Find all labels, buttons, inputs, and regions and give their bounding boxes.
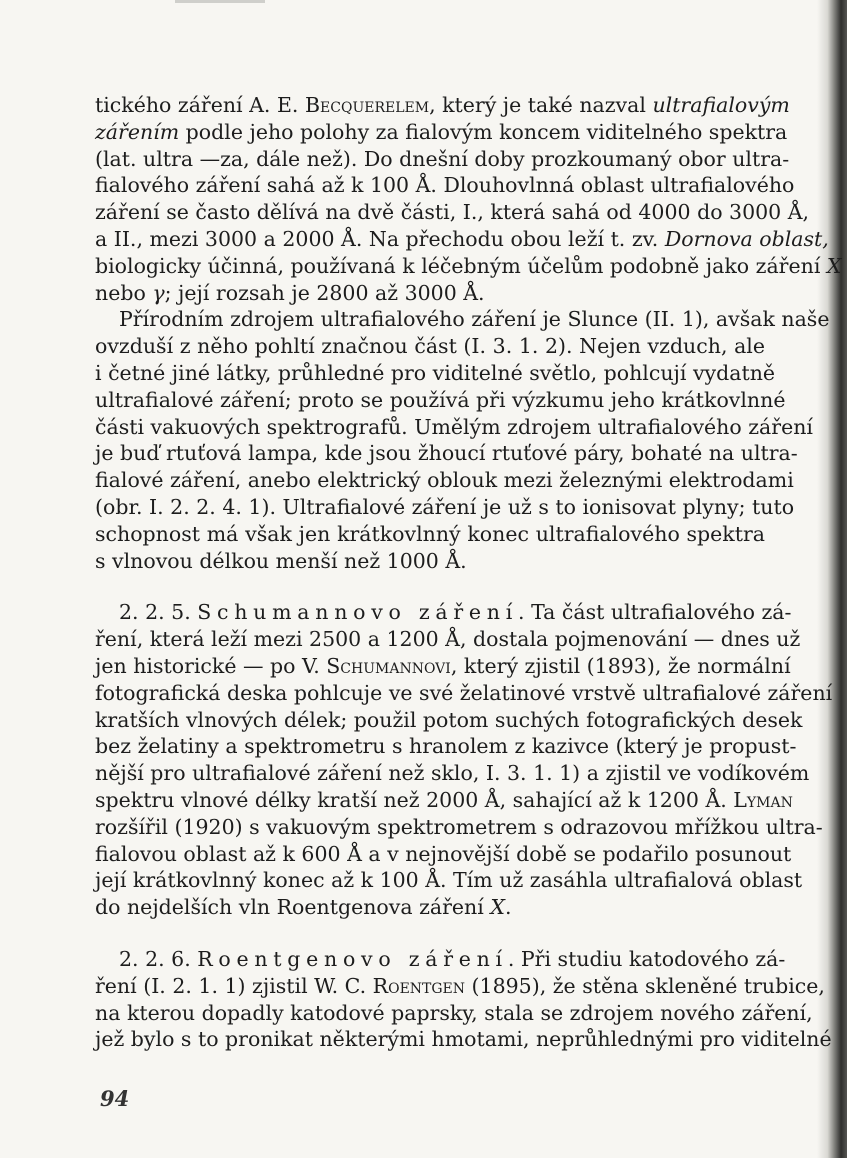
text-line: Přírodním zdrojem ultrafialového záření je Slunce (II. 1), avšak naše	[119, 307, 830, 332]
text-line: ovzduší z něho pohltí značnou část (I. 3. 1. 2). Nejen vzduch, ale	[95, 334, 765, 359]
text-line: fialové záření, anebo elektrický oblouk mezi železnými elektrodami	[95, 468, 794, 493]
text-line: jen historické — po V. Schumannovi, který zjistil (1893), že normální	[95, 653, 791, 678]
text-line: její krátkovlnný konec až k 100 Å. Tím už zasáhla ultrafialová oblast	[95, 868, 803, 893]
text-line: nebo γ; její rozsah je 2800 až 3000 Å.	[95, 280, 485, 305]
section-title: Roentgenovo záření	[197, 946, 508, 971]
text-line: záření se často dělívá na dvě části, I., která sahá od 4000 do 3000 Å,	[95, 200, 810, 225]
text-line: na kterou dopadly katodové paprsky, stala se zdrojem nového záření,	[95, 1000, 813, 1025]
text-line: schopnost má však jen krátkovlnný konec ultrafialového spektra	[95, 521, 765, 546]
text-line: fotografická deska pohlcuje ve své želatinové vrstvě ultrafialové záření	[95, 680, 833, 705]
section-heading-line: 2. 2. 6. Roentgenovo záření. Při studiu katodového zá-	[119, 946, 786, 971]
text-line: biologicky účinná, používaná k léčebným účelům podobně jako záření X	[95, 253, 842, 278]
page-number: 94	[100, 1086, 130, 1111]
text-line: fialového záření sahá až k 100 Å. Dlouhovlnná oblast ultrafialového	[95, 173, 795, 198]
text-line: je buď rtuťová lampa, kde jsou žhoucí rtuťové páry, bohaté na ultra-	[95, 441, 798, 466]
text-line: s vlnovou délkou menší než 1000 Å.	[95, 548, 467, 573]
text-line: spektru vlnové délky kratší než 2000 Å, sahající až k 1200 Å. Lyman	[95, 787, 793, 812]
text-line: (obr. I. 2. 2. 4. 1). Ultrafialové záření je už s to ionisovat plyny; tuto	[95, 494, 795, 519]
text-line: do nejdelších vln Roentgenova záření X.	[95, 895, 512, 920]
text-line: nější pro ultrafialové záření než sklo, I. 3. 1. 1) a zjistil ve vodíkovém	[95, 761, 810, 786]
text-line: zářením podle jeho polohy za fialovým koncem viditelného spektra	[95, 119, 788, 144]
text-line: tického záření A. E. Becquerelem, který je také nazval ultrafialovým	[95, 93, 790, 117]
scan-mark	[175, 0, 265, 3]
text-line: kratších vlnových délek; použil potom suchých fotografických desek	[95, 707, 803, 732]
text-line: fialovou oblast až k 600 Å a v nejnovější době se podařilo posunout	[95, 841, 792, 866]
section-heading-line: 2. 2. 5. Schumannovo záření. Ta část ultrafialového zá-	[119, 600, 792, 625]
text-line: bez želatiny a spektrometru s hranolem z kazivce (který je propust-	[95, 734, 797, 759]
section-title: Schumannovo záření	[197, 600, 519, 625]
text-line: a II., mezi 3000 a 2000 Å. Na přechodu obou leží t. zv. Dornova oblast,	[95, 226, 829, 251]
text-line: části vakuových spektrografů. Umělým zdrojem ultrafialového záření	[95, 414, 813, 439]
text-line: ultrafialové záření; proto se používá při výzkumu jeho krátkovlnné	[95, 387, 786, 412]
text-line: (lat. ultra —za, dále než). Do dnešní doby prozkoumaný obor ultra-	[95, 146, 790, 171]
page-body	[95, 92, 842, 1053]
text-line: ření (I. 2. 1. 1) zjistil W. C. Roentgen (1895), že stěna skleněné trubice,	[95, 973, 825, 998]
text-line: ření, která leží mezi 2500 a 1200 Å, dostala pojmenování — dnes už	[95, 627, 801, 652]
text-line: i četné jiné látky, průhledné pro viditelné světlo, pohlcují vydatně	[95, 360, 776, 385]
text-line: jež bylo s to pronikat některými hmotami, neprůhlednými pro viditelné	[95, 1027, 832, 1052]
text-line: rozšířil (1920) s vakuovým spektrometrem s odrazovou mřížkou ultra-	[95, 814, 823, 839]
